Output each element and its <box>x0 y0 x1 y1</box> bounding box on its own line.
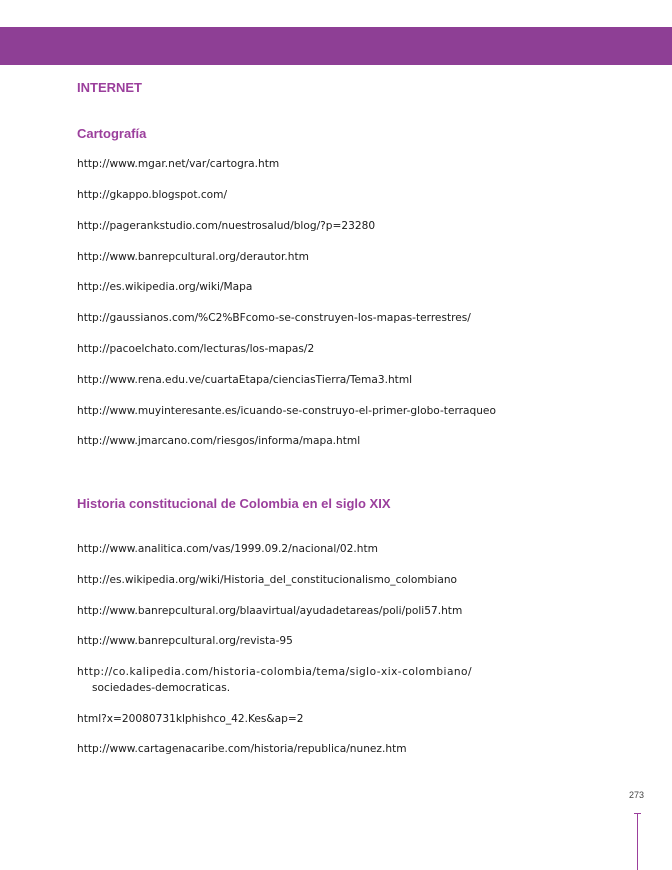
page-number: 273 <box>629 790 645 800</box>
page-marker-line <box>636 813 639 870</box>
link-historia-7[interactable]: http://www.cartagenacaribe.com/historia/republica/nunez.htm <box>77 743 407 755</box>
header-band <box>0 27 672 65</box>
link-historia-4[interactable]: http://www.banrepcultural.org/revista-95 <box>77 635 293 647</box>
section-title-historia: Historia constitucional de Colombia en el siglo XIX <box>77 496 391 511</box>
link-historia-2[interactable]: http://es.wikipedia.org/wiki/Historia_del_constitucionalismo_colombiano <box>77 574 458 586</box>
link-cartografia-1[interactable]: http://www.mgar.net/var/cartogra.htm <box>77 158 280 170</box>
link-cartografia-3[interactable]: http://pagerankstudio.com/nuestrosalud/blog/?p=23280 <box>77 220 376 232</box>
link-cartografia-7[interactable]: http://pacoelchato.com/lecturas/los-mapas/2 <box>77 343 315 355</box>
link-cartografia-2[interactable]: http://gkappo.blogspot.com/ <box>77 189 228 201</box>
link-cartografia-9[interactable]: http://www.muyinteresante.es/icuando-se-construyo-el-primer-globo-terraqueo <box>77 405 496 417</box>
link-cartografia-8[interactable]: http://www.rena.edu.ve/cuartaEtapa/cienciasTierra/Tema3.html <box>77 374 413 386</box>
link-cartografia-10[interactable]: http://www.jmarcano.com/riesgos/informa/mapa.html <box>77 435 361 447</box>
link-historia-1[interactable]: http://www.analitica.com/vas/1999.09.2/nacional/02.htm <box>77 543 378 555</box>
link-cartografia-5[interactable]: http://es.wikipedia.org/wiki/Mapa <box>77 281 253 293</box>
link-historia-3[interactable]: http://www.banrepcultural.org/blaavirtual/ayudadetareas/poli/poli57.htm <box>77 605 463 617</box>
link-cartografia-6[interactable]: http://gaussianos.com/%C2%BFcomo-se-construyen-los-mapas-terrestres/ <box>77 312 471 324</box>
section-title-cartografia: Cartografía <box>77 126 147 141</box>
link-historia-5-continuation[interactable]: sociedades-democraticas. <box>92 682 231 694</box>
link-cartografia-4[interactable]: http://www.banrepcultural.org/derautor.htm <box>77 251 309 263</box>
section-title-internet: INTERNET <box>77 80 142 95</box>
link-historia-6[interactable]: html?x=20080731klphishco_42.Kes&ap=2 <box>77 713 304 725</box>
link-historia-5[interactable]: http://co.kalipedia.com/historia-colombia/tema/siglo-xix-colombiano/ <box>77 666 472 678</box>
page-marker-stem <box>637 813 638 870</box>
